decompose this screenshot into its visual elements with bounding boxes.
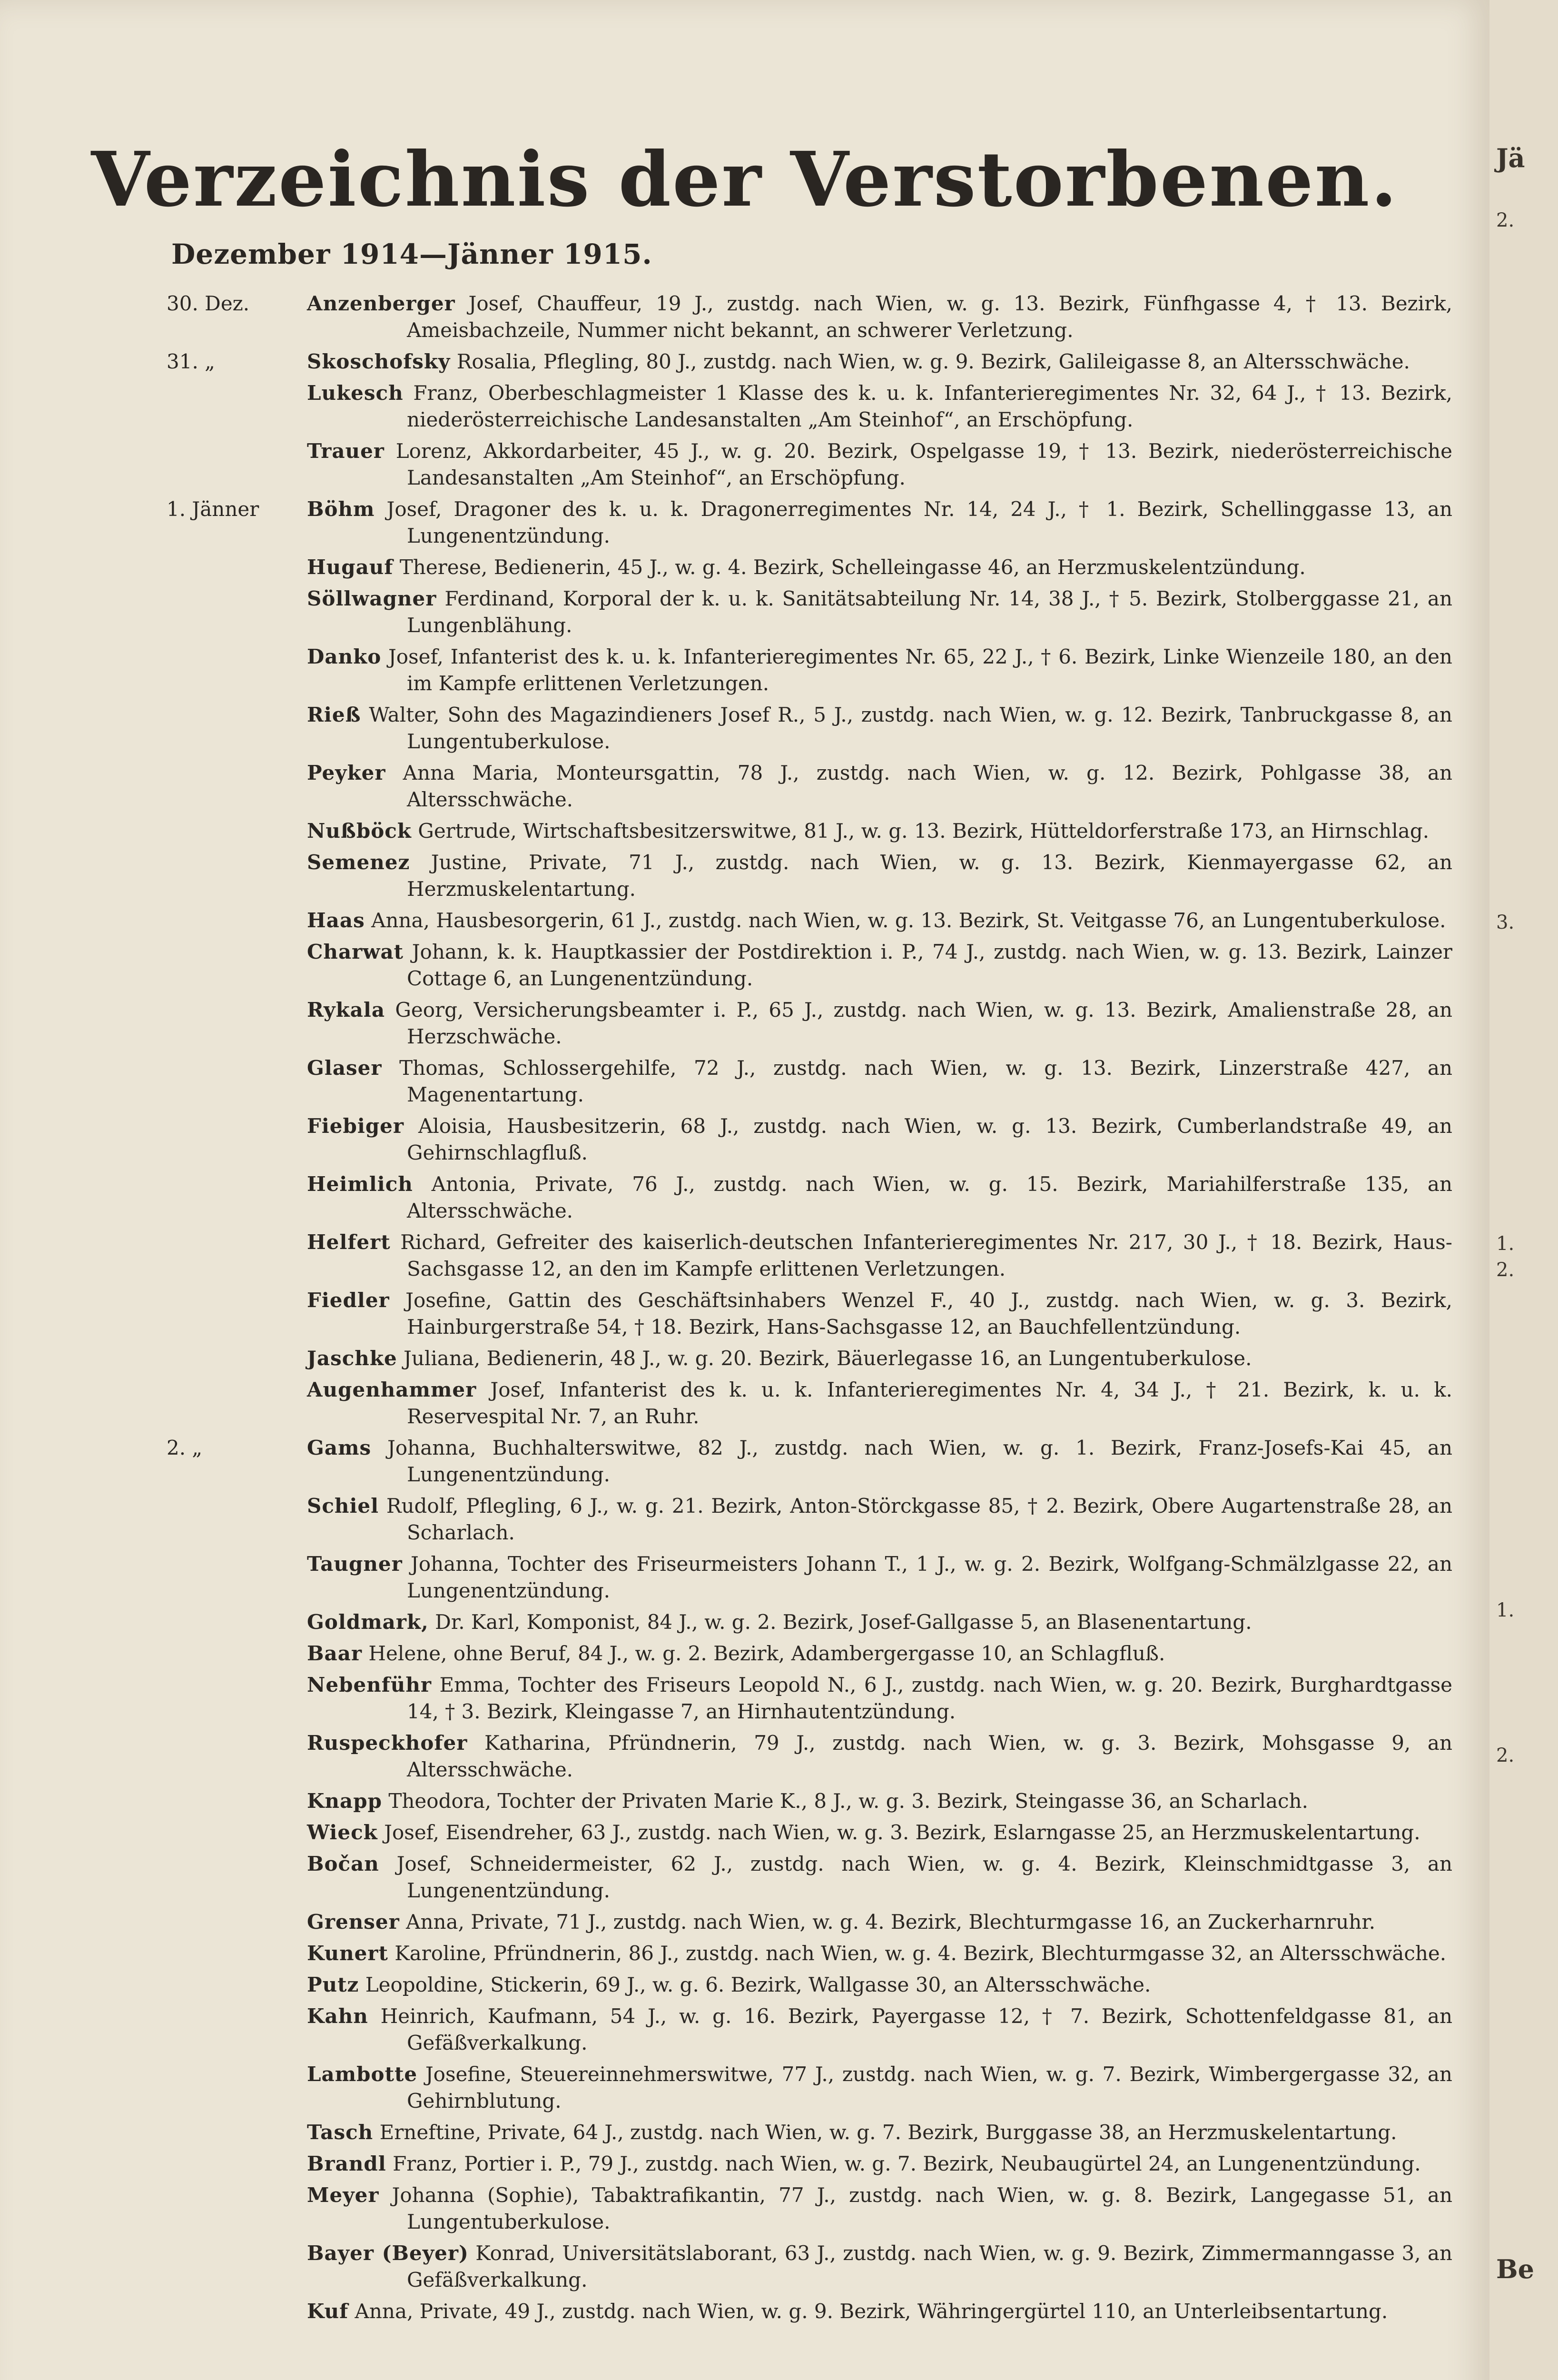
entry-details: Josef, Infanterist des k. u. k. Infanterieregimentes Nr. 4, 34 J., † 21. Bezirk, k. u. k. Reservespital Nr. 7, an Ruhr.	[407, 1378, 1452, 1428]
entry-details: Josef, Chauffeur, 19 J., zustdg. nach Wien, w. g. 13. Bezirk, Fünfhgasse 4, † 13. Bezirk, Ameisbachzeile, Nummer nicht bekannt, an schwerer Verletzung.	[407, 292, 1452, 342]
entry-details: Franz, Oberbeschlagmeister 1 Klasse des k. u. k. Infanterieregimentes Nr. 32, 64 J., † 13. Bezirk, niederösterreichische Landesanstalten „Am Steinhof“, an Erschöpfung.	[407, 381, 1452, 431]
list-item	[0, 939, 1489, 992]
entry-text	[307, 1851, 1452, 1904]
list-item	[0, 1640, 1489, 1667]
list-item	[0, 644, 1489, 697]
list-item	[0, 2298, 1489, 2325]
deceased-surname: Goldmark,	[307, 1610, 429, 1634]
entry-text	[307, 2298, 1452, 2325]
list-item	[0, 554, 1489, 581]
deceased-surname: Glaser	[307, 1056, 382, 1080]
adjacent-page-fragment: 1.	[1496, 1233, 1515, 1255]
deceased-surname: Söllwagner	[307, 587, 437, 610]
deceased-surname: Rieß	[307, 703, 361, 726]
list-item	[0, 585, 1489, 639]
deceased-surname: Skoschofsky	[307, 350, 451, 373]
deceased-surname: Baar	[307, 1642, 363, 1665]
deceased-surname: Putz	[307, 1973, 359, 1996]
deceased-surname: Danko	[307, 645, 382, 668]
entry-text	[307, 1551, 1452, 1604]
entry-details: Josef, Dragoner des k. u. k. Dragonerregimentes Nr. 14, 24 J., † 1. Bezirk, Schellinggasse 13, an Lungenentzündung.	[386, 497, 1452, 547]
list-item	[0, 849, 1489, 902]
list-item	[0, 1493, 1489, 1546]
deceased-surname: Kunert	[307, 1942, 388, 1965]
entry-text	[307, 585, 1452, 639]
entry-text	[307, 1113, 1452, 1166]
list-item	[0, 1819, 1489, 1846]
deceased-surname: Böhm	[307, 497, 375, 521]
list-item	[0, 760, 1489, 813]
entry-date: 31. „	[167, 350, 215, 373]
entry-text	[307, 1493, 1452, 1546]
deceased-surname: Augenhammer	[307, 1378, 477, 1401]
deceased-surname: Charwat	[307, 940, 404, 963]
entry-details: Helene, ohne Beruf, 84 J., w. g. 2. Bezirk, Adambergergasse 10, an Schlagfluß.	[368, 1642, 1165, 1665]
deceased-surname: Bočan	[307, 1852, 379, 1875]
list-item	[0, 1551, 1489, 1604]
entry-details: Josef, Eisendreher, 63 J., zustdg. nach Wien, w. g. 3. Bezirk, Eslarngasse 25, an Herzmuskelentartung.	[384, 1821, 1420, 1844]
deceased-surname: Rykala	[307, 998, 385, 1021]
list-item	[0, 702, 1489, 755]
entry-details: Richard, Gefreiter des kaiserlich-deutschen Infanterieregimentes Nr. 217, 30 J., † 18. Bezirk, Haus-Sachsgasse 12, an den im Kampfe erlittenen Verletzungen.	[400, 1230, 1452, 1280]
list-item	[0, 1113, 1489, 1166]
entry-text	[307, 1609, 1452, 1636]
entry-details: Therese, Bedienerin, 45 J., w. g. 4. Bezirk, Schelleingasse 46, an Herzmuskelentzündung.	[399, 555, 1306, 579]
list-item	[0, 907, 1489, 934]
entry-details: Katharina, Pfründnerin, 79 J., zustdg. nach Wien, w. g. 3. Bezirk, Mohsgasse 9, an Altersschwäche.	[407, 1731, 1452, 1781]
entry-details: Josefine, Gattin des Geschäftsinhabers Wenzel F., 40 J., zustdg. nach Wien, w. g. 3. Bezirk, Hainburgerstraße 54, † 18. Bezirk, Hans-Sachsgasse 12, an Bauchfellentzündung.	[405, 1289, 1452, 1339]
list-item	[0, 2003, 1489, 2056]
entry-details: Walter, Sohn des Magazindieners Josef R., 5 J., zustdg. nach Wien, w. g. 12. Bezirk, Tanbruckgasse 8, an Lungentuberkulose.	[369, 703, 1452, 753]
entry-text	[307, 2240, 1452, 2293]
list-item	[0, 496, 1489, 549]
entry-text	[307, 1435, 1452, 1488]
entry-details: Erneftine, Private, 64 J., zustdg. nach Wien, w. g. 7. Bezirk, Burggasse 38, an Herzmuskelentartung.	[379, 2121, 1397, 2144]
list-item	[0, 1435, 1489, 1488]
death-register-list	[0, 290, 1489, 2330]
list-item	[0, 2240, 1489, 2293]
entry-details: Emma, Tochter des Friseurs Leopold N., 6 J., zustdg. nach Wien, w. g. 20. Bezirk, Burghardtgasse 14, † 3. Bezirk, Kleingasse 7, an Hirnhautentzündung.	[407, 1673, 1453, 1723]
entry-details: Anna Maria, Monteursgattin, 78 J., zustdg. nach Wien, w. g. 12. Bezirk, Pohlgasse 38, an Altersschwäche.	[403, 761, 1452, 811]
entry-details: Johanna (Sophie), Tabaktrafikantin, 77 J., zustdg. nach Wien, w. g. 8. Bezirk, Langegasse 51, an Lungentuberkulose.	[392, 2183, 1452, 2233]
deceased-surname: Wieck	[307, 1821, 378, 1844]
deceased-surname: Bayer (Beyer)	[307, 2241, 469, 2265]
deceased-surname: Knapp	[307, 1789, 382, 1813]
entry-text	[307, 1377, 1452, 1430]
entry-details: Leopoldine, Stickerin, 69 J., w. g. 6. Bezirk, Wallgasse 30, an Altersschwäche.	[365, 1973, 1151, 1996]
entry-date: 2. „	[167, 1436, 203, 1459]
deceased-surname: Peyker	[307, 761, 386, 784]
entry-text	[307, 554, 1452, 581]
deceased-surname: Schiel	[307, 1494, 379, 1517]
deceased-surname: Meyer	[307, 2183, 379, 2207]
list-item	[0, 2151, 1489, 2177]
deceased-surname: Semenez	[307, 851, 410, 874]
entry-details: Justine, Private, 71 J., zustdg. nach Wien, w. g. 13. Bezirk, Kienmayergasse 62, an Herzmuskelentartung.	[407, 851, 1452, 901]
deceased-surname: Lambotte	[307, 2063, 418, 2086]
adjacent-page-fragment: Jä	[1496, 143, 1525, 173]
entry-details: Josef, Schneidermeister, 62 J., zustdg. nach Wien, w. g. 4. Bezirk, Kleinschmidtgasse 3, an Lungenentzündung.	[396, 1852, 1452, 1902]
list-item	[0, 380, 1489, 433]
entry-text	[307, 2061, 1452, 2114]
entry-text	[307, 2151, 1452, 2177]
list-item	[0, 1287, 1489, 1340]
entry-details: Gertrude, Wirtschaftsbesitzerswitwe, 81 J., w. g. 13. Bezirk, Hütteldorferstraße 173, an Hirnschlag.	[418, 819, 1430, 843]
deceased-surname: Heimlich	[307, 1172, 413, 1196]
deceased-surname: Fiebiger	[307, 1114, 404, 1138]
entry-text	[307, 1055, 1452, 1108]
entry-text	[307, 1345, 1452, 1372]
adjacent-page-fragment: 1.	[1496, 1599, 1515, 1621]
list-item	[0, 1609, 1489, 1636]
entry-details: Johann, k. k. Hauptkassier der Postdirektion i. P., 74 J., zustdg. nach Wien, w. g. 13. Bezirk, Lainzer Cottage 6, an Lungenentzündung.	[407, 940, 1452, 990]
entry-details: Dr. Karl, Komponist, 84 J., w. g. 2. Bezirk, Josef-Gallgasse 5, an Blasenentartung.	[435, 1610, 1252, 1634]
deceased-surname: Fiedler	[307, 1289, 390, 1312]
entry-details: Johanna, Buchhalterswitwe, 82 J., zustdg. nach Wien, w. g. 1. Bezirk, Franz-Josefs-Kai 45, an Lungenentzündung.	[387, 1436, 1452, 1486]
entry-text	[307, 760, 1452, 813]
list-item	[0, 348, 1489, 375]
entry-details: Konrad, Universitätslaborant, 63 J., zustdg. nach Wien, w. g. 9. Bezirk, Zimmermanngasse 3, an Gefäßverkalkung.	[407, 2241, 1452, 2291]
entry-details: Josef, Infanterist des k. u. k. Infanterieregimentes Nr. 65, 22 J., † 6. Bezirk, Linke Wienzeile 180, an den im Kampfe erlittenen Verletzungen.	[388, 645, 1452, 695]
list-item	[0, 2182, 1489, 2235]
entry-text	[307, 496, 1452, 549]
deceased-surname: Gams	[307, 1436, 372, 1459]
adjacent-page-fragment: 3.	[1496, 912, 1515, 933]
entry-text	[307, 1171, 1452, 1224]
entry-text	[307, 380, 1452, 433]
deceased-surname: Tasch	[307, 2121, 374, 2144]
list-item	[0, 1171, 1489, 1224]
entry-details: Rudolf, Pflegling, 6 J., w. g. 21. Bezirk, Anton-Störckgasse 85, † 2. Bezirk, Obere Augartenstraße 28, an Scharlach.	[386, 1494, 1452, 1544]
list-item	[0, 2119, 1489, 2146]
entry-text	[307, 997, 1452, 1050]
entry-details: Lorenz, Akkordarbeiter, 45 J., w. g. 20. Bezirk, Ospelgasse 19, † 13. Bezirk, niederösterreichische Landesanstalten „Am Steinhof“, an Erschöpfung.	[395, 439, 1452, 489]
entry-details: Rosalia, Pflegling, 80 J., zustdg. nach Wien, w. g. 9. Bezirk, Galileigasse 8, an Altersschwäche.	[456, 350, 1410, 373]
entry-text	[307, 1788, 1452, 1815]
adjacent-page-fragment: Be	[1496, 2254, 1534, 2284]
entry-text	[307, 1819, 1452, 1846]
entry-text	[307, 1672, 1452, 1725]
entry-details: Antonia, Private, 76 J., zustdg. nach Wien, w. g. 15. Bezirk, Mariahilferstraße 135, an Altersschwäche.	[407, 1172, 1452, 1222]
entry-details: Theodora, Tochter der Privaten Marie K., 8 J., w. g. 3. Bezirk, Steingasse 36, an Scharlach.	[388, 1789, 1308, 1813]
deceased-surname: Haas	[307, 909, 365, 932]
entry-text	[307, 1972, 1452, 1998]
deceased-surname: Helfert	[307, 1230, 391, 1254]
entry-date: 1. Jänner	[167, 497, 259, 521]
entry-text	[307, 644, 1452, 697]
list-item	[0, 2061, 1489, 2114]
list-item	[0, 1055, 1489, 1108]
adjacent-page-fragment: 2.	[1496, 1745, 1515, 1766]
entry-details: Anna, Private, 49 J., zustdg. nach Wien, w. g. 9. Bezirk, Währingergürtel 110, an Unterleibsentartung.	[355, 2300, 1388, 2323]
list-item	[0, 818, 1489, 844]
deceased-surname: Nußböck	[307, 819, 412, 843]
entry-details: Thomas, Schlossergehilfe, 72 J., zustdg. nach Wien, w. g. 13. Bezirk, Linzerstraße 427, an Magenentartung.	[399, 1056, 1452, 1106]
deceased-surname: Ruspeckhofer	[307, 1731, 468, 1755]
entry-text	[307, 1940, 1452, 1967]
entry-details: Johanna, Tochter des Friseurmeisters Johann T., 1 J., w. g. 2. Bezirk, Wolfgang-Schmälzlgasse 22, an Lungenentzündung.	[407, 1552, 1452, 1602]
list-item	[0, 1940, 1489, 1967]
list-item	[0, 290, 1489, 344]
entry-details: Aloisia, Hausbesitzerin, 68 J., zustdg. nach Wien, w. g. 13. Bezirk, Cumberlandstraße 49, an Gehirnschlagfluß.	[407, 1114, 1452, 1164]
entry-text	[307, 702, 1452, 755]
list-item	[0, 997, 1489, 1050]
entry-details: Josefine, Steuereinnehmerswitwe, 77 J., zustdg. nach Wien, w. g. 7. Bezirk, Wimbergergasse 32, an Gehirnblutung.	[407, 2063, 1452, 2112]
list-item	[0, 1788, 1489, 1815]
entry-details: Juliana, Bedienerin, 48 J., w. g. 20. Bezirk, Bäuerlegasse 16, an Lungentuberkulose.	[404, 1347, 1252, 1370]
list-item	[0, 438, 1489, 491]
entry-details: Franz, Portier i. P., 79 J., zustdg. nach Wien, w. g. 7. Bezirk, Neubaugürtel 24, an Lungenentzündung.	[393, 2152, 1421, 2175]
deceased-surname: Lukesch	[307, 381, 404, 405]
deceased-surname: Anzenberger	[307, 292, 455, 315]
deceased-surname: Hugauf	[307, 555, 394, 579]
page-title: Verzeichnis der Verstorbenen.	[91, 136, 1399, 224]
entry-text	[307, 907, 1452, 934]
list-item	[0, 1229, 1489, 1282]
entry-text	[307, 818, 1452, 844]
deceased-surname: Kahn	[307, 2004, 368, 2028]
list-item	[0, 1972, 1489, 1998]
entry-text	[307, 2182, 1452, 2235]
entry-text	[307, 348, 1452, 375]
entry-details: Heinrich, Kaufmann, 54 J., w. g. 16. Bezirk, Payergasse 12, † 7. Bezirk, Schottenfeldgasse 81, an Gefäßverkalkung.	[380, 2004, 1452, 2054]
entry-text	[307, 1640, 1452, 1667]
entry-text	[307, 1287, 1452, 1340]
entry-text	[307, 849, 1452, 902]
list-item	[0, 1672, 1489, 1725]
entry-details: Ferdinand, Korporal der k. u. k. Sanitätsabteilung Nr. 14, 38 J., † 5. Bezirk, Stolberggasse 21, an Lungenblähung.	[407, 587, 1452, 637]
adjacent-page-fragment: 2.	[1496, 209, 1515, 231]
adjacent-page-fragment: 2.	[1496, 1259, 1515, 1281]
deceased-surname: Jaschke	[307, 1347, 397, 1370]
list-item	[0, 1851, 1489, 1904]
entry-text	[307, 1730, 1452, 1783]
entry-text	[307, 1229, 1452, 1282]
list-item	[0, 1730, 1489, 1783]
entry-details: Georg, Versicherungsbeamter i. P., 65 J., zustdg. nach Wien, w. g. 13. Bezirk, Amalienstraße 28, an Herzschwäche.	[395, 998, 1453, 1048]
entry-text	[307, 438, 1452, 491]
deceased-surname: Grenser	[307, 1910, 400, 1934]
entry-text	[307, 290, 1452, 344]
deceased-surname: Trauer	[307, 439, 385, 463]
deceased-surname: Nebenführ	[307, 1673, 432, 1696]
deceased-surname: Taugner	[307, 1552, 403, 1576]
list-item	[0, 1909, 1489, 1935]
deceased-surname: Brandl	[307, 2152, 386, 2175]
entry-details: Anna, Private, 71 J., zustdg. nach Wien, w. g. 4. Bezirk, Blechturmgasse 16, an Zuckerharnruhr.	[406, 1910, 1376, 1934]
entry-text	[307, 939, 1452, 992]
entry-text	[307, 1909, 1452, 1935]
adjacent-page-edge	[1489, 0, 1558, 2380]
entry-text	[307, 2119, 1452, 2146]
entry-text	[307, 2003, 1452, 2056]
entry-date: 30. Dez.	[167, 292, 250, 315]
list-item	[0, 1377, 1489, 1430]
deceased-surname: Kuf	[307, 2300, 349, 2323]
date-range-subtitle: Dezember 1914—Jänner 1915.	[171, 238, 652, 270]
entry-details: Anna, Hausbesorgerin, 61 J., zustdg. nach Wien, w. g. 13. Bezirk, St. Veitgasse 76, an Lungentuberkulose.	[371, 909, 1446, 932]
entry-details: Karoline, Pfründnerin, 86 J., zustdg. nach Wien, w. g. 4. Bezirk, Blechturmgasse 32, an Altersschwäche.	[394, 1942, 1447, 1965]
list-item	[0, 1345, 1489, 1372]
